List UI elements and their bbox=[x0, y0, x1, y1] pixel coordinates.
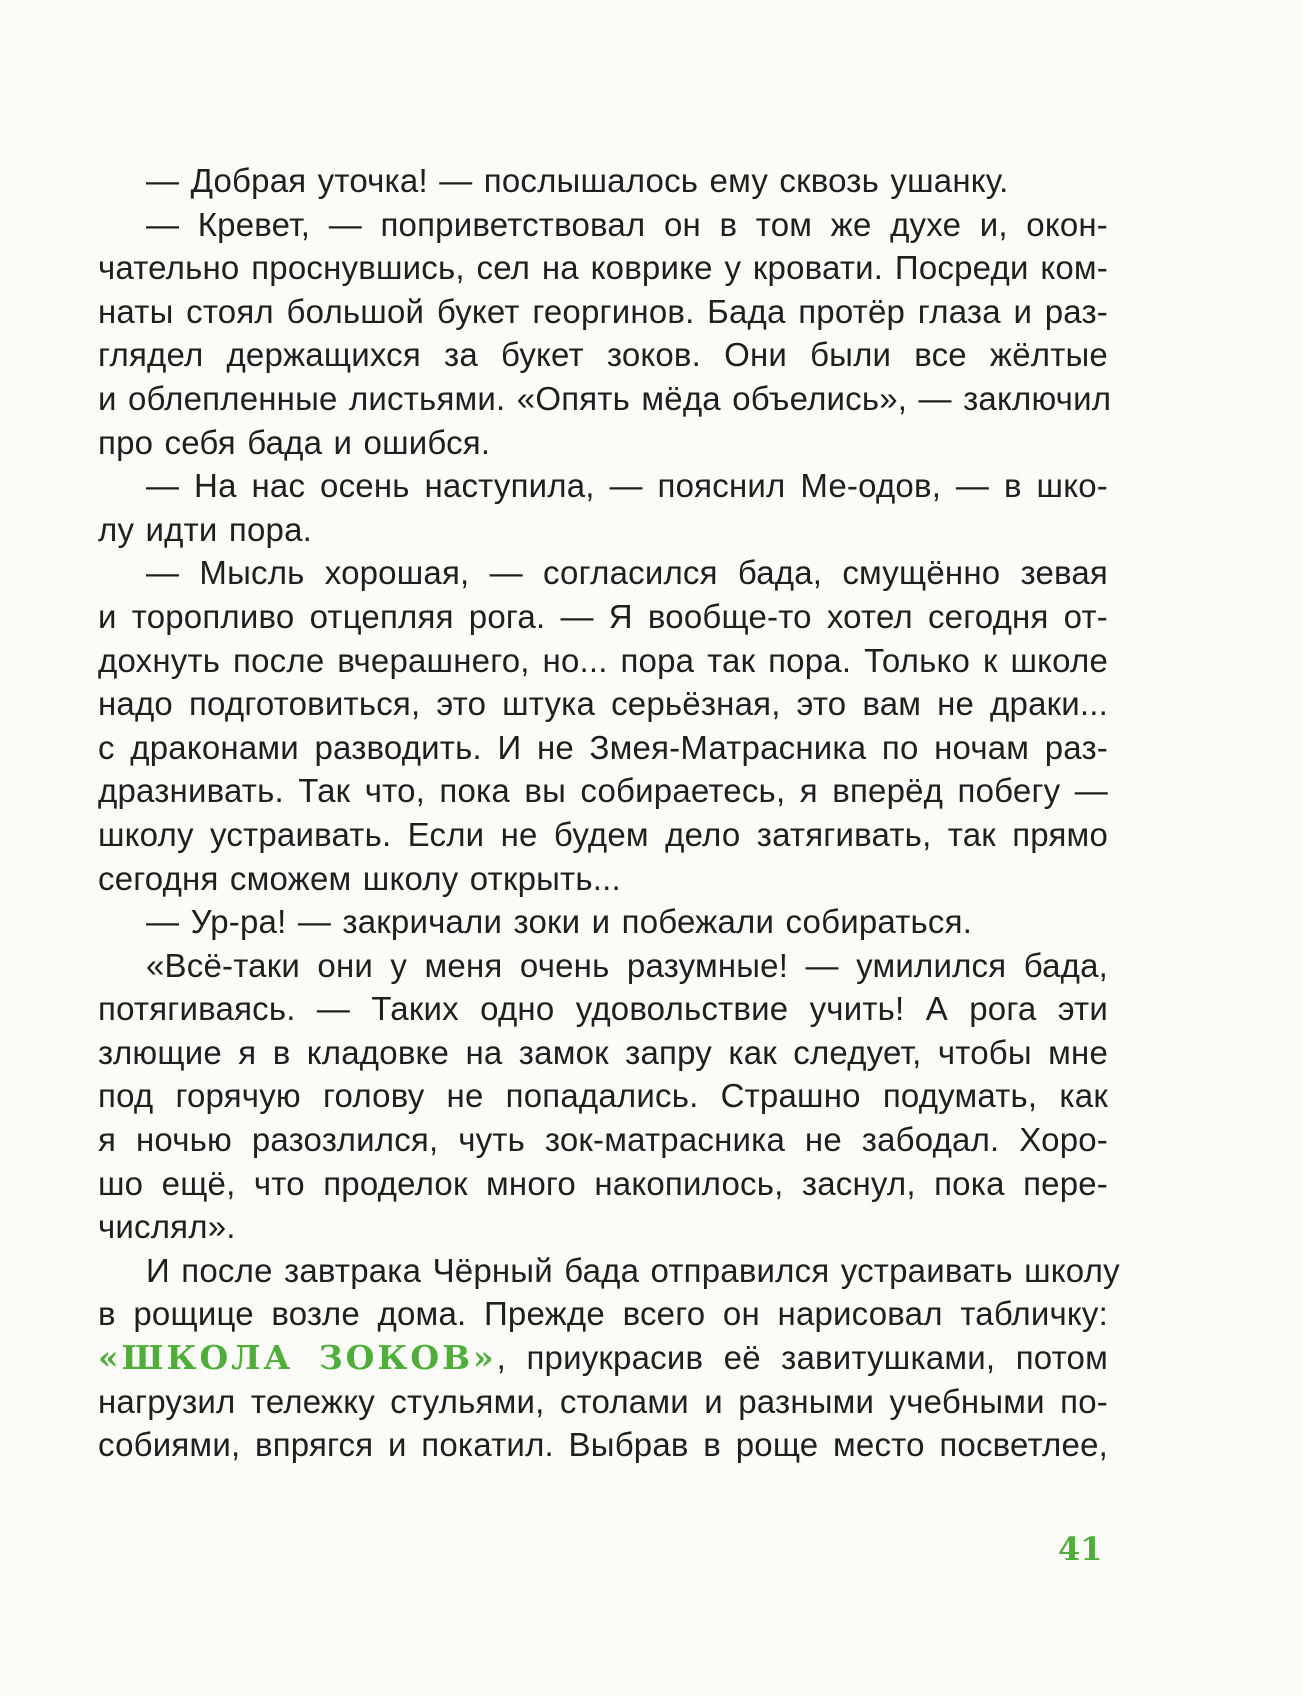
text-line: — Ур-ра! — закричали зоки и побежали собираться. bbox=[146, 903, 973, 941]
text-line: «Всё-таки они у меня очень разумные! — умилился бада, bbox=[146, 946, 1108, 984]
text-line: чательно проснувшись, сел на коврике у кровати. Посреди ком- bbox=[98, 249, 1108, 287]
text-line: злющие я в кладовке на замок запру как следует, чтобы мне bbox=[98, 1033, 1108, 1071]
text-line: под горячую голову не попадались. Страшно подумать, как bbox=[98, 1077, 1108, 1115]
school-sign-text: «ШКОЛА ЗОКОВ» bbox=[98, 1338, 497, 1378]
text-line: школу устраивать. Если не будем дело затягивать, так прямо bbox=[98, 815, 1108, 853]
text-line: И после завтрака Чёрный бада отправился устраивать школу bbox=[146, 1251, 1120, 1289]
text-line: — Добрая уточка! — послышалось ему сквозь ушанку. bbox=[146, 162, 1009, 199]
text-line: и торопливо отцепляя рога. — Я вообще-то хотел сегодня от- bbox=[98, 597, 1108, 635]
text-line: числял». bbox=[98, 1208, 236, 1246]
text-line: дразнивать. Так что, пока вы собираетесь, я вперёд побегу — bbox=[98, 772, 1108, 810]
text-line: шо ещё, что проделок много накопилось, заснул, пока пере- bbox=[98, 1164, 1108, 1202]
text-line: — Кревет, — поприветствовал он в том же духе и, окон- bbox=[146, 205, 1108, 243]
sign-line-rest: , приукрасив её завитушками, потом bbox=[496, 1339, 1108, 1377]
text-line: дохнуть после вчерашнего, но... пора так пора. Только к школе bbox=[98, 641, 1108, 679]
text-line: про себя бада и ошибся. bbox=[98, 423, 491, 461]
text-line: я ночью разозлился, чуть зок-матрасника не забодал. Хоро- bbox=[98, 1121, 1108, 1159]
text-line: — Мысль хорошая, — согласился бада, смущённо зевая bbox=[146, 554, 1108, 592]
body-text bbox=[98, 159, 1120, 1467]
text-line: лу идти пора. bbox=[98, 510, 313, 548]
text-line: в рощице возле дома. Прежде всего он нарисовал табличку: bbox=[98, 1295, 1108, 1333]
text-line: с драконами разводить. И не Змея-Матрасника по ночам раз- bbox=[98, 728, 1108, 766]
text-line: нагрузил тележку стульями, столами и разными учебными по- bbox=[98, 1382, 1108, 1420]
text-line: собиями, впрягся и покатил. Выбрав в роще место посветлее, bbox=[98, 1426, 1108, 1464]
text-line: и облепленные листьями. «Опять мёда объелись», — заключил bbox=[98, 379, 1112, 417]
page-number: 41 bbox=[1058, 1530, 1103, 1568]
text-line: — На нас осень наступила, — пояснил Ме-одов, — в шко- bbox=[146, 467, 1108, 505]
text-line: наты стоял большой букет георгинов. Бада протёр глаза и раз- bbox=[98, 292, 1108, 330]
text-line: сегодня сможем школу открыть... bbox=[98, 859, 621, 897]
text-line: потягиваясь. — Таких одно удовольствие учить! А рога эти bbox=[98, 990, 1108, 1028]
sign-line bbox=[98, 1336, 1108, 1380]
text-line: надо подготовиться, это штука серьёзная, это вам не драки... bbox=[98, 685, 1108, 723]
text-line: глядел держащихся за букет зоков. Они были все жёлтые bbox=[98, 336, 1108, 374]
